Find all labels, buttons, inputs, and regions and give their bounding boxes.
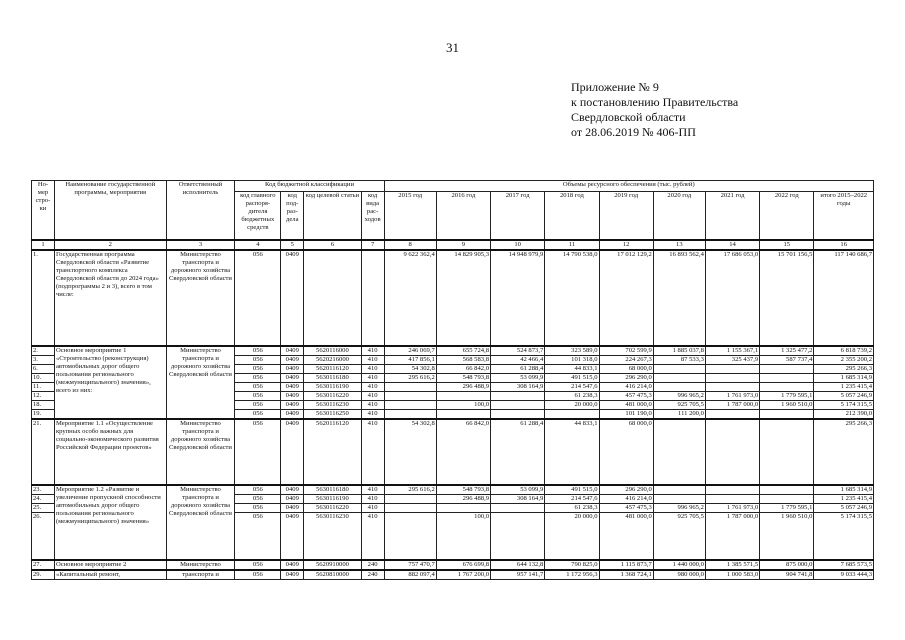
- value-cell: 457 475,3: [599, 503, 653, 512]
- row-number: 26.: [32, 512, 55, 560]
- code-cs: 5620810000: [304, 570, 361, 580]
- value-cell: 20 000,0: [545, 400, 599, 409]
- row-executor: Министерство транспорта и дорожного хозяйства Свердловской области: [166, 419, 235, 485]
- value-cell: 925 705,5: [653, 400, 705, 409]
- value-cell: 457 475,3: [599, 391, 653, 400]
- value-cell: [653, 364, 705, 373]
- value-cell: 100,0: [436, 400, 490, 409]
- row-number: 6.: [32, 364, 55, 373]
- budget-table: [31, 180, 874, 580]
- row-number: 1.: [32, 250, 55, 346]
- value-cell: 524 873,7: [491, 346, 545, 356]
- header-code-col: код главного распоря-дителя бюджетных средств: [235, 192, 281, 240]
- code-sub: 0409: [281, 391, 304, 400]
- column-number: 14: [705, 240, 759, 250]
- column-number: 2: [54, 240, 166, 250]
- appendix-line: Свердловской области: [571, 110, 686, 124]
- table-row: [32, 570, 874, 580]
- value-cell: [653, 382, 705, 391]
- value-cell: 1 385 571,5: [705, 560, 759, 570]
- value-cell: 1 685 314,9: [814, 373, 874, 382]
- value-cell: [384, 391, 436, 400]
- value-cell: [436, 503, 490, 512]
- row-number: 21.: [32, 419, 55, 485]
- code-vr: 410: [361, 494, 384, 503]
- value-cell: [491, 409, 545, 419]
- code-sub: 0409: [281, 419, 304, 485]
- row-name: Мероприятие 1.2 «Развитие и увеличение пропускной способности автомобильных дорог общего пользования регионального (межмуниципального) значения»: [54, 485, 166, 561]
- code-vr: 410: [361, 485, 384, 495]
- code-cs: [304, 250, 361, 346]
- code-sub: 0409: [281, 409, 304, 419]
- code-vr: 410: [361, 346, 384, 356]
- header-year: 2019 год: [599, 192, 653, 240]
- value-cell: 6 818 739,2: [814, 346, 874, 356]
- value-cell: 44 833,1: [545, 364, 599, 373]
- value-cell: 1 960 510,0: [760, 400, 814, 409]
- value-cell: 53 099,9: [491, 485, 545, 495]
- value-cell: [384, 409, 436, 419]
- code-vr: 410: [361, 409, 384, 419]
- value-cell: 2 355 200,2: [814, 355, 874, 364]
- value-cell: 1 155 367,1: [705, 346, 759, 356]
- code-cs: 5630116220: [304, 503, 361, 512]
- value-cell: 16 893 562,4: [653, 250, 705, 346]
- value-cell: 20 000,0: [545, 512, 599, 560]
- code-gr: 056: [235, 400, 281, 409]
- code-cs: 5620116000: [304, 346, 361, 356]
- code-vr: 410: [361, 364, 384, 373]
- column-number: 13: [653, 240, 705, 250]
- column-number: 15: [760, 240, 814, 250]
- value-cell: 44 833,1: [545, 419, 599, 485]
- header-year: 2016 год: [436, 192, 490, 240]
- code-gr: 056: [235, 503, 281, 512]
- column-number: 1: [32, 240, 55, 250]
- value-cell: 295 616,2: [384, 485, 436, 495]
- value-cell: 61 288,4: [491, 364, 545, 373]
- value-cell: 308 164,9: [491, 494, 545, 503]
- value-cell: [760, 364, 814, 373]
- column-number: 4: [235, 240, 281, 250]
- code-sub: 0409: [281, 355, 304, 364]
- column-number: 8: [384, 240, 436, 250]
- value-cell: 416 214,0: [599, 382, 653, 391]
- value-cell: 5 057 246,9: [814, 391, 874, 400]
- code-sub: 0409: [281, 560, 304, 570]
- header-year: итого 2015–2022 годы: [814, 192, 874, 240]
- value-cell: 5 174 315,5: [814, 512, 874, 560]
- code-vr: 240: [361, 560, 384, 570]
- row-number: 10.: [32, 373, 55, 382]
- value-cell: 325 437,9: [705, 355, 759, 364]
- value-cell: 295 616,2: [384, 373, 436, 382]
- code-cs: 5620910000: [304, 560, 361, 570]
- value-cell: [653, 485, 705, 495]
- value-cell: 1 368 724,1: [599, 570, 653, 580]
- row-number: 19.: [32, 409, 55, 419]
- value-cell: [436, 409, 490, 419]
- value-cell: 1 779 595,1: [760, 391, 814, 400]
- value-cell: 481 000,0: [599, 512, 653, 560]
- value-cell: 1 235 415,4: [814, 382, 874, 391]
- code-gr: 056: [235, 560, 281, 570]
- code-sub: 0409: [281, 503, 304, 512]
- value-cell: 246 069,7: [384, 346, 436, 356]
- code-gr: 056: [235, 512, 281, 560]
- value-cell: 68 000,0: [599, 419, 653, 485]
- value-cell: 1 440 000,0: [653, 560, 705, 570]
- code-gr: 056: [235, 250, 281, 346]
- row-name: Государственная программа Свердловской области «Развитие транспортного комплекса Свердловской области до 2024 года» (подпрограммы 2 и 3), всего в том числе:: [54, 250, 166, 346]
- row-number: 3.: [32, 355, 55, 364]
- row-name: Основное мероприятие 2: [54, 560, 166, 570]
- column-number: 3: [166, 240, 235, 250]
- value-cell: 882 097,4: [384, 570, 436, 580]
- code-gr: 056: [235, 485, 281, 495]
- code-cs: 5630116180: [304, 373, 361, 382]
- table-row: [32, 346, 874, 356]
- value-cell: 655 724,8: [436, 346, 490, 356]
- code-vr: 410: [361, 355, 384, 364]
- code-cs: 5630116190: [304, 382, 361, 391]
- header-year: 2022 год: [760, 192, 814, 240]
- value-cell: 875 000,0: [760, 560, 814, 570]
- value-cell: [705, 494, 759, 503]
- value-cell: 66 842,0: [436, 364, 490, 373]
- value-cell: 61 238,3: [545, 391, 599, 400]
- value-cell: 7 685 573,5: [814, 560, 874, 570]
- header-code-col: код под-раз-дела: [281, 192, 304, 240]
- code-gr: 056: [235, 373, 281, 382]
- value-cell: 101 318,0: [545, 355, 599, 364]
- value-cell: [760, 494, 814, 503]
- header-year: 2015 год: [384, 192, 436, 240]
- code-cs: 5620116120: [304, 419, 361, 485]
- row-name: Мероприятие 1.1 «Осуществление крупных особо важных для социально-экономического развития Российской Федерации проектов»: [54, 419, 166, 485]
- header-executor: Ответственный исполнитель: [166, 181, 235, 240]
- code-vr: 240: [361, 570, 384, 580]
- value-cell: 1 885 037,8: [653, 346, 705, 356]
- value-cell: [491, 391, 545, 400]
- value-cell: 61 238,3: [545, 503, 599, 512]
- value-cell: 1 779 595,1: [760, 503, 814, 512]
- value-cell: [653, 494, 705, 503]
- column-number: 11: [545, 240, 599, 250]
- value-cell: 417 856,1: [384, 355, 436, 364]
- code-sub: 0409: [281, 364, 304, 373]
- header-year: 2021 год: [705, 192, 759, 240]
- code-gr: 056: [235, 494, 281, 503]
- value-cell: 980 000,0: [653, 570, 705, 580]
- value-cell: 17 686 053,0: [705, 250, 759, 346]
- value-cell: 1 172 956,3: [545, 570, 599, 580]
- value-cell: 100,0: [436, 512, 490, 560]
- column-number: 9: [436, 240, 490, 250]
- value-cell: [705, 419, 759, 485]
- code-gr: 056: [235, 570, 281, 580]
- value-cell: 1 960 510,0: [760, 512, 814, 560]
- code-sub: 0409: [281, 494, 304, 503]
- value-cell: 66 842,0: [436, 419, 490, 485]
- value-cell: 1 787 000,0: [705, 400, 759, 409]
- code-vr: 410: [361, 382, 384, 391]
- value-cell: 17 012 129,2: [599, 250, 653, 346]
- value-cell: 996 965,2: [653, 503, 705, 512]
- row-number: 23.: [32, 485, 55, 495]
- value-cell: [384, 400, 436, 409]
- column-number: 12: [599, 240, 653, 250]
- value-cell: 61 288,4: [491, 419, 545, 485]
- value-cell: 925 705,5: [653, 512, 705, 560]
- value-cell: [760, 373, 814, 382]
- code-sub: 0409: [281, 250, 304, 346]
- value-cell: 5 174 315,5: [814, 400, 874, 409]
- header-year: 2017 год: [491, 192, 545, 240]
- value-cell: [653, 419, 705, 485]
- code-cs: 5630116220: [304, 391, 361, 400]
- code-gr: 056: [235, 382, 281, 391]
- code-cs: 5630116190: [304, 494, 361, 503]
- code-gr: 056: [235, 346, 281, 356]
- value-cell: 9 033 444,3: [814, 570, 874, 580]
- row-name: «Капитальный ремонт,: [54, 570, 166, 580]
- page-number: 31: [446, 40, 459, 55]
- value-cell: [384, 382, 436, 391]
- value-cell: [653, 373, 705, 382]
- header-code-group: Код бюджетной классификации: [235, 181, 384, 192]
- value-cell: 214 547,6: [545, 494, 599, 503]
- value-cell: 308 164,9: [491, 382, 545, 391]
- row-number: 12.: [32, 391, 55, 400]
- value-cell: 296 290,0: [599, 485, 653, 495]
- value-cell: 214 547,6: [545, 382, 599, 391]
- value-cell: 957 141,7: [491, 570, 545, 580]
- column-number: 10: [491, 240, 545, 250]
- header-year: 2020 год: [653, 192, 705, 240]
- value-cell: 295 266,3: [814, 419, 874, 485]
- row-number: 29.: [32, 570, 55, 580]
- value-cell: 587 737,4: [760, 355, 814, 364]
- value-cell: 1 115 873,7: [599, 560, 653, 570]
- value-cell: 790 825,0: [545, 560, 599, 570]
- value-cell: [491, 400, 545, 409]
- code-sub: 0409: [281, 400, 304, 409]
- row-executor: Министерство транспорта и дорожного хозяйства Свердловской области: [166, 485, 235, 561]
- value-cell: 1 761 973,0: [705, 391, 759, 400]
- table-row: [32, 419, 874, 485]
- row-executor: Министерство транспорта и дорожного хозяйства Свердловской области: [166, 250, 235, 346]
- value-cell: [384, 494, 436, 503]
- code-vr: 410: [361, 391, 384, 400]
- row-number: 24.: [32, 494, 55, 503]
- table-body: [32, 250, 874, 580]
- value-cell: 54 302,8: [384, 364, 436, 373]
- code-vr: [361, 250, 384, 346]
- code-vr: 410: [361, 512, 384, 560]
- value-cell: [705, 382, 759, 391]
- value-cell: 548 793,8: [436, 485, 490, 495]
- value-cell: [760, 409, 814, 419]
- value-cell: 757 470,7: [384, 560, 436, 570]
- value-cell: 491 515,0: [545, 485, 599, 495]
- row-executor: Министерство транспорта и дорожного хозяйства Свердловской области: [166, 346, 235, 419]
- code-cs: 5630116230: [304, 512, 361, 560]
- value-cell: 702 599,9: [599, 346, 653, 356]
- code-sub: 0409: [281, 570, 304, 580]
- value-cell: 111 200,0: [653, 409, 705, 419]
- value-cell: [384, 512, 436, 560]
- header-code-col: код целевой статьи: [304, 192, 361, 240]
- code-sub: 0409: [281, 382, 304, 391]
- value-cell: 1 761 973,0: [705, 503, 759, 512]
- value-cell: 5 057 246,9: [814, 503, 874, 512]
- value-cell: 14 790 538,0: [545, 250, 599, 346]
- value-cell: 101 190,0: [599, 409, 653, 419]
- code-gr: 056: [235, 409, 281, 419]
- code-gr: 056: [235, 364, 281, 373]
- column-number: 16: [814, 240, 874, 250]
- value-cell: [384, 503, 436, 512]
- value-cell: 53 099,9: [491, 373, 545, 382]
- header-volume-group: Объемы ресурсного обеспечения (тыс. рублей): [384, 181, 873, 192]
- value-cell: 548 793,8: [436, 373, 490, 382]
- value-cell: 416 214,0: [599, 494, 653, 503]
- value-cell: 1 325 477,2: [760, 346, 814, 356]
- value-cell: 1 685 314,9: [814, 485, 874, 495]
- value-cell: 14 829 905,3: [436, 250, 490, 346]
- value-cell: 296 290,0: [599, 373, 653, 382]
- value-cell: 9 622 362,4: [384, 250, 436, 346]
- header-name: Наименование государственной программы, мероприятия: [54, 181, 166, 240]
- code-sub: 0409: [281, 373, 304, 382]
- value-cell: [491, 512, 545, 560]
- code-vr: 410: [361, 400, 384, 409]
- column-number-row: [32, 240, 874, 250]
- value-cell: 491 515,0: [545, 373, 599, 382]
- value-cell: 644 132,8: [491, 560, 545, 570]
- value-cell: 323 589,0: [545, 346, 599, 356]
- code-vr: 410: [361, 503, 384, 512]
- appendix-line: Приложение № 9: [571, 80, 659, 94]
- value-cell: 1 235 415,4: [814, 494, 874, 503]
- row-executor: транспорта и: [166, 570, 235, 580]
- value-cell: [760, 382, 814, 391]
- value-cell: [436, 391, 490, 400]
- value-cell: 14 948 979,9: [491, 250, 545, 346]
- header-year: 2018 год: [545, 192, 599, 240]
- value-cell: 481 000,0: [599, 400, 653, 409]
- row-number: 25.: [32, 503, 55, 512]
- value-cell: 996 965,2: [653, 391, 705, 400]
- code-sub: 0409: [281, 346, 304, 356]
- table-row: [32, 560, 874, 570]
- row-number: 18.: [32, 400, 55, 409]
- code-gr: 056: [235, 391, 281, 400]
- table-row: [32, 250, 874, 346]
- appendix-line: от 28.06.2019 № 406-ПП: [571, 125, 696, 139]
- value-cell: 117 140 686,7: [814, 250, 874, 346]
- column-number: 7: [361, 240, 384, 250]
- value-cell: [705, 409, 759, 419]
- value-cell: [705, 373, 759, 382]
- code-cs: 5620216000: [304, 355, 361, 364]
- value-cell: [545, 409, 599, 419]
- value-cell: 224 267,3: [599, 355, 653, 364]
- value-cell: [760, 485, 814, 495]
- code-gr: 056: [235, 355, 281, 364]
- table-row: [32, 485, 874, 495]
- value-cell: 1 000 583,0: [705, 570, 759, 580]
- value-cell: 295 266,3: [814, 364, 874, 373]
- code-cs: 5630116180: [304, 485, 361, 495]
- row-name: Основное мероприятие 1 «Строительство (реконструкция) автомобильных дорог общего пользования регионального (межмуниципального) значения», всего из них:: [54, 346, 166, 419]
- value-cell: [705, 364, 759, 373]
- value-cell: 54 302,8: [384, 419, 436, 485]
- column-number: 5: [281, 240, 304, 250]
- appendix-header: [571, 80, 738, 140]
- code-vr: 410: [361, 419, 384, 485]
- row-number: 11.: [32, 382, 55, 391]
- code-sub: 0409: [281, 512, 304, 560]
- value-cell: 212 390,0: [814, 409, 874, 419]
- code-sub: 0409: [281, 485, 304, 495]
- value-cell: 42 466,4: [491, 355, 545, 364]
- value-cell: 1 787 000,0: [705, 512, 759, 560]
- value-cell: [491, 503, 545, 512]
- value-cell: 676 699,8: [436, 560, 490, 570]
- code-cs: 5630116230: [304, 400, 361, 409]
- header-num: Но-мер стро-ки: [32, 181, 55, 240]
- row-executor: Министерство: [166, 560, 235, 570]
- value-cell: 68 000,0: [599, 364, 653, 373]
- value-cell: 87 533,3: [653, 355, 705, 364]
- appendix-line: к постановлению Правительства: [571, 95, 739, 109]
- code-vr: 410: [361, 373, 384, 382]
- value-cell: 1 767 200,0: [436, 570, 490, 580]
- value-cell: 568 583,8: [436, 355, 490, 364]
- row-number: 2.: [32, 346, 55, 356]
- code-cs: 5630116250: [304, 409, 361, 419]
- value-cell: [760, 419, 814, 485]
- value-cell: 296 488,9: [436, 494, 490, 503]
- value-cell: 15 701 156,5: [760, 250, 814, 346]
- row-number: 27.: [32, 560, 55, 570]
- value-cell: [705, 485, 759, 495]
- code-gr: 056: [235, 419, 281, 485]
- column-number: 6: [304, 240, 361, 250]
- header-code-col: код вида рас-ходов: [361, 192, 384, 240]
- value-cell: 904 741,8: [760, 570, 814, 580]
- value-cell: 296 488,9: [436, 382, 490, 391]
- code-cs: 5620116120: [304, 364, 361, 373]
